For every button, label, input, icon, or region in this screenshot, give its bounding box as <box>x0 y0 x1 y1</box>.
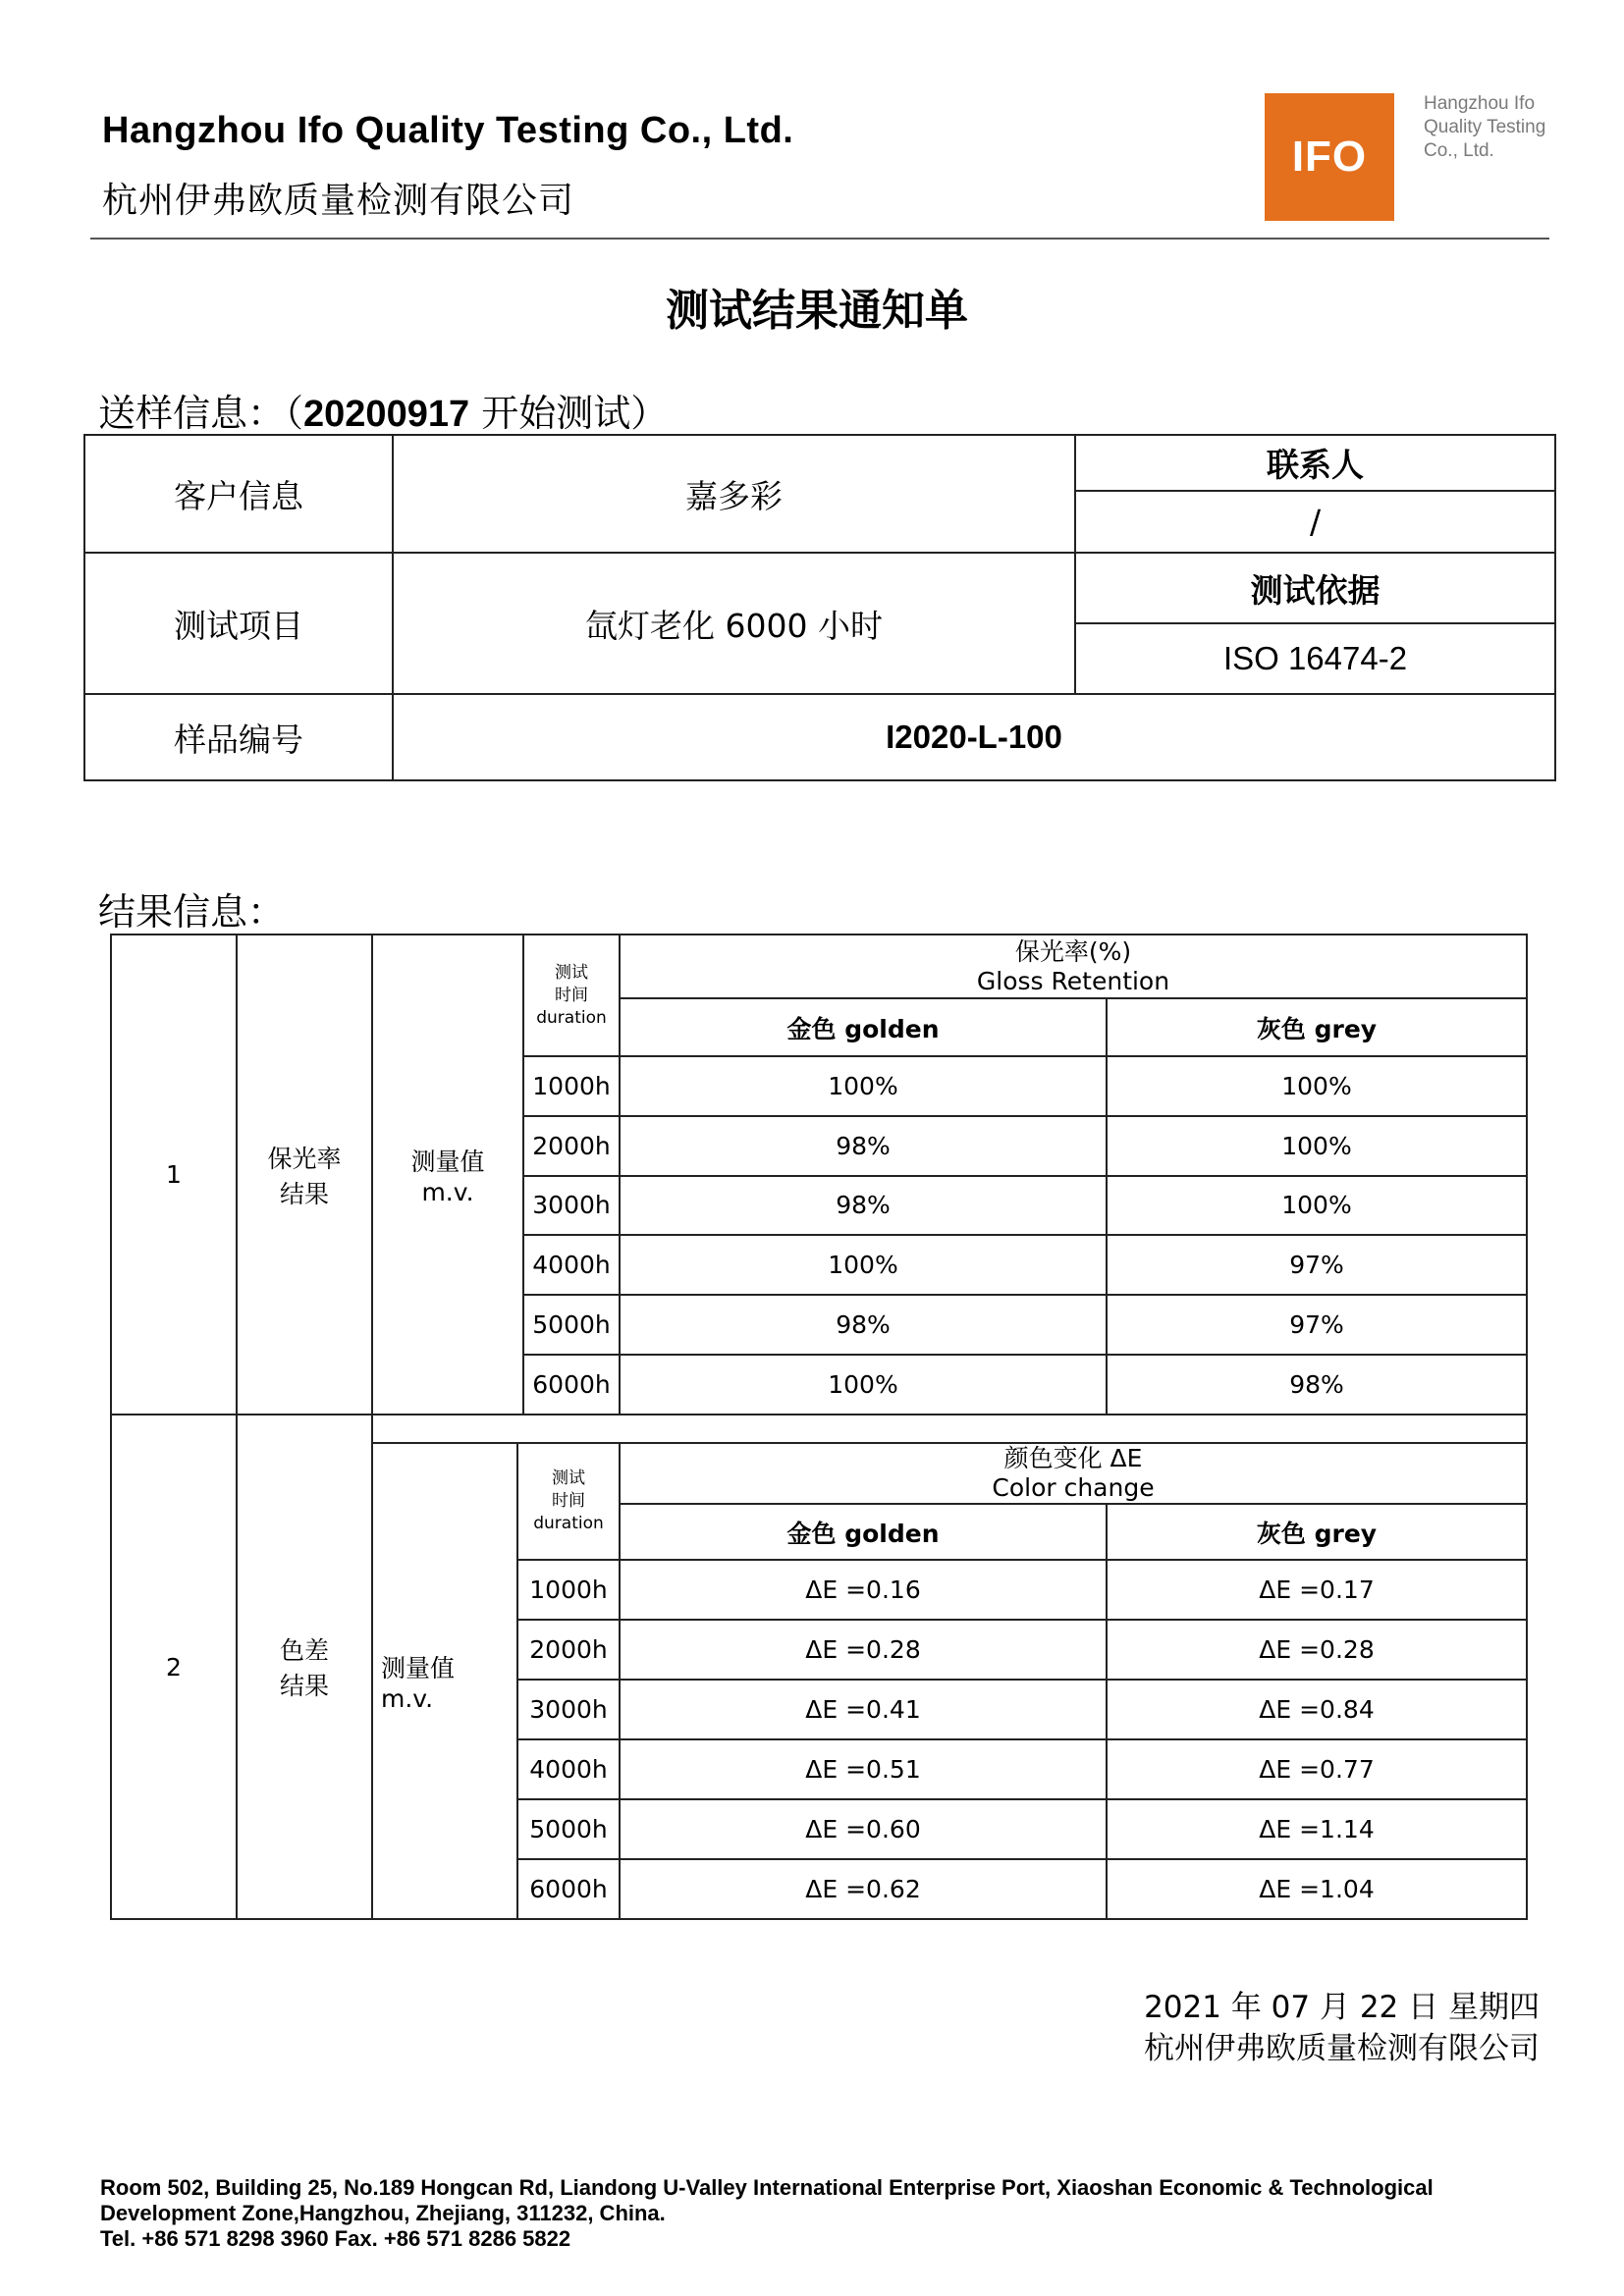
measured-value-label <box>373 1444 516 1918</box>
duration-cell: 1000h <box>529 1575 608 1604</box>
result-name <box>238 1415 371 1918</box>
grey-value-cell: ΔE =0.17 <box>1259 1575 1375 1604</box>
sample-no-label: 样品编号 <box>174 720 303 759</box>
column-golden: 金色 golden <box>786 1014 940 1043</box>
golden-value-cell: ΔE =0.60 <box>805 1815 921 1843</box>
customer-label: 客户信息 <box>174 476 303 515</box>
measured-value-cn: 测量值 <box>410 1148 485 1176</box>
result-name-line: 结果 <box>279 1179 329 1208</box>
duration-header-en: duration <box>533 1514 604 1533</box>
metric-header-cn: 颜色变化 ΔE <box>1003 1444 1143 1472</box>
duration-cell: 6000h <box>529 1875 608 1903</box>
measured-value-en: m.v. <box>421 1178 474 1206</box>
golden-value-cell: 100% <box>828 1071 898 1100</box>
result-index: 2 <box>166 1652 182 1682</box>
duration-cell: 1000h <box>532 1071 611 1100</box>
duration-cell: 2000h <box>529 1635 608 1664</box>
measured-value-cn: 测量值 <box>381 1654 456 1682</box>
golden-value-cell: 100% <box>828 1369 898 1399</box>
grey-value-cell: 100% <box>1281 1071 1352 1100</box>
test-item-value: 氙灯老化 6000 小时 <box>585 606 883 645</box>
grey-value-cell: 98% <box>1289 1369 1344 1399</box>
column-grey: 灰色 grey <box>1256 1014 1378 1043</box>
results-table <box>110 934 1528 1920</box>
duration-cell: 4000h <box>529 1755 608 1784</box>
logo-mark: IFO <box>1291 133 1368 181</box>
golden-value-cell: 98% <box>836 1310 891 1340</box>
result-name-line: 保光率 <box>267 1144 342 1173</box>
logo-caption-line: Hangzhou Ifo <box>1424 93 1536 114</box>
issue-date: 2021 年 07 月 22 日 星期四 <box>1144 1990 1540 2025</box>
result-name-line: 结果 <box>279 1672 329 1700</box>
contact-label: 联系人 <box>1267 446 1364 484</box>
issuer-name: 杭州伊弗欧质量检测有限公司 <box>1144 2031 1540 2066</box>
logo-caption-line: Quality Testing <box>1424 117 1546 137</box>
duration-cell: 5000h <box>529 1815 608 1843</box>
golden-value-cell: ΔE =0.28 <box>805 1635 921 1664</box>
grey-value-cell: 97% <box>1289 1310 1344 1340</box>
duration-cell: 3000h <box>532 1191 611 1220</box>
golden-value-cell: 98% <box>836 1131 891 1160</box>
contact-value: / <box>1309 503 1322 541</box>
golden-value-cell: ΔE =0.51 <box>805 1755 921 1784</box>
customer-value: 嘉多彩 <box>685 476 783 515</box>
sample-section-suffix: 开始测试） <box>481 392 669 435</box>
metric-header-en: Gloss Retention <box>976 966 1170 995</box>
duration-header <box>518 1444 619 1559</box>
ifo-logo <box>1265 93 1394 221</box>
measured-value-label <box>373 935 522 1414</box>
duration-header-cn: 时间 <box>552 1491 585 1511</box>
address-block <box>100 2175 1434 2252</box>
grey-value-cell: ΔE =1.14 <box>1259 1815 1375 1843</box>
sample-section-heading <box>98 383 668 437</box>
duration-header <box>524 935 619 1055</box>
result-name-line: 色差 <box>279 1636 329 1665</box>
duration-cell: 3000h <box>529 1695 608 1724</box>
address-line: Room 502, Building 25, No.189 Hongcan Rd, Liandong U-Valley International Enterprise Port, Xiaoshan Economic & Technological <box>100 2175 1434 2200</box>
duration-header-cn: 测试 <box>552 1468 585 1488</box>
column-grey: 灰色 grey <box>1256 1519 1378 1548</box>
issue-block <box>1144 1987 1540 2069</box>
logo-caption <box>1424 92 1545 163</box>
grey-value-cell: 100% <box>1281 1191 1352 1220</box>
golden-value-cell: ΔE =0.16 <box>805 1575 921 1604</box>
document-title: 测试结果通知单 <box>666 286 968 336</box>
address-line: Development Zone,Hangzhou, Zhejiang, 311232, China. <box>100 2201 666 2225</box>
grey-value-cell: ΔE =0.28 <box>1259 1635 1375 1664</box>
result-name <box>238 935 371 1414</box>
result-section-heading: 结果信息： <box>98 890 286 934</box>
sample-no-value: I2020-L-100 <box>886 719 1062 755</box>
duration-cell: 2000h <box>532 1131 611 1160</box>
sample-section-paren: （ <box>285 392 304 435</box>
measured-value-en: m.v. <box>381 1684 434 1713</box>
duration-cell: 5000h <box>532 1310 611 1340</box>
test-item-label: 测试项目 <box>174 606 303 645</box>
column-golden: 金色 golden <box>786 1519 940 1548</box>
result-index: 1 <box>166 1160 182 1189</box>
metric-header <box>621 935 1526 997</box>
golden-value-cell: ΔE =0.41 <box>805 1695 921 1724</box>
golden-value-cell: ΔE =0.62 <box>805 1875 921 1903</box>
metric-header <box>621 1444 1526 1503</box>
duration-header-cn: 测试 <box>555 962 588 983</box>
duration-header-en: duration <box>536 1007 607 1028</box>
test-basis-label: 测试依据 <box>1250 570 1380 610</box>
grey-value-cell: 97% <box>1289 1251 1344 1280</box>
grey-value-cell: ΔE =1.04 <box>1259 1875 1375 1903</box>
grey-value-cell: 100% <box>1281 1131 1352 1160</box>
logo-caption-line: Co., Ltd. <box>1424 140 1494 161</box>
duration-header-cn: 时间 <box>555 985 588 1005</box>
grey-value-cell: ΔE =0.77 <box>1259 1755 1375 1784</box>
sample-section-label: 送样信息： <box>98 392 286 435</box>
duration-cell: 4000h <box>532 1251 611 1280</box>
sample-start-date: 20200917 <box>303 394 470 435</box>
duration-cell: 6000h <box>532 1369 611 1399</box>
metric-header-en: Color change <box>992 1473 1155 1502</box>
grey-value-cell: ΔE =0.84 <box>1259 1695 1375 1724</box>
golden-value-cell: 100% <box>828 1251 898 1280</box>
company-name-cn: 杭州伊弗欧质量检测有限公司 <box>102 181 575 221</box>
test-basis-value: ISO 16474-2 <box>1222 640 1408 676</box>
golden-value-cell: 98% <box>836 1191 891 1220</box>
company-name-en: Hangzhou Ifo Quality Testing Co., Ltd. <box>102 110 794 151</box>
header-divider <box>90 238 1549 240</box>
contact-line: Tel. +86 571 8298 3960 Fax. +86 571 8286 5822 <box>100 2226 571 2251</box>
metric-header-cn: 保光率(%) <box>1014 936 1132 966</box>
sample-info-table <box>83 434 1556 781</box>
